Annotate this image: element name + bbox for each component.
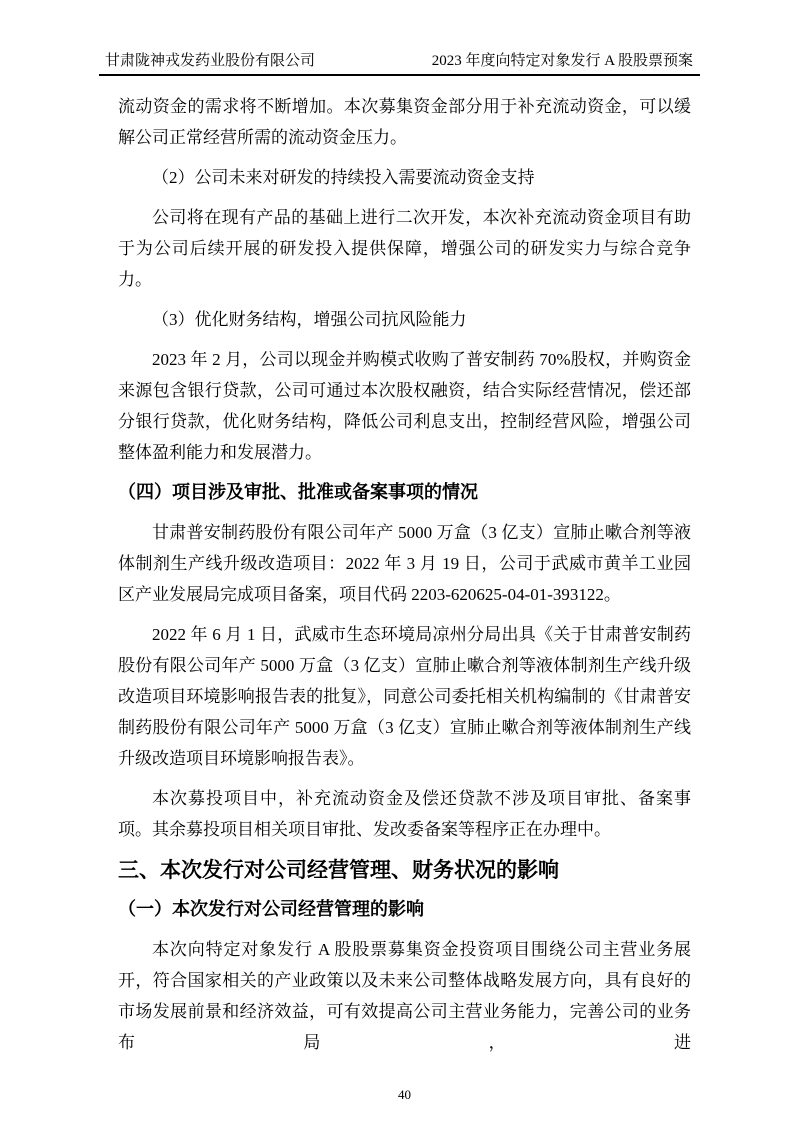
paragraph: 本次向特定对象发行 A 股股票募集资金投资项目围绕公司主营业务展开，符合国家相关的产业政策以及未来公司整体战略发展方向，具有良好的市场发展前景和经济效益，可有效提高公司主营业务能力，完善公司的业务布局，进: [118, 940, 691, 1052]
paragraph: 公司将在现有产品的基础上进行二次开发，本次补充流动资金项目有助于为公司后续开展的研发投入提供保障，增强公司的研发实力与综合竞争力。: [118, 208, 691, 289]
page-number: 40: [398, 1087, 411, 1102]
header-document-title: 2023 年度向特定对象发行 A 股股票预案: [431, 53, 693, 69]
section-heading-level-2: （一）本次发行对公司经营管理的影响: [118, 899, 424, 919]
paragraph: 2023 年 2 月，公司以现金并购模式收购了普安制药 70%股权，并购资金来源包含银行贷款，公司可通过本次股权融资，结合实际经营情况，偿还部分银行贷款，优化财务结构，降低公司利息支出，控制经营风险，增强公司整体盈利能力和发展潜力。: [118, 350, 691, 462]
section-heading-level-1: 三、本次发行对公司经营管理、财务状况的影响: [118, 859, 559, 882]
sub-item-heading: （2）公司未来对研发的持续投入需要流动资金支持: [152, 168, 535, 187]
paragraph: 本次募投项目中，补充流动资金及偿还贷款不涉及项目审批、备案事项。其余募投项目相关项目审批、发改委备案等程序正在办理中。: [118, 789, 691, 839]
section-heading-level-2: （四）项目涉及审批、批准或备案事项的情况: [118, 482, 478, 502]
paragraph: 2022 年 6 月 1 日，武威市生态环境局凉州分局出具《关于甘肃普安制药股份有限公司年产 5000 万盒（3 亿支）宣肺止嗽合剂等液体制剂生产线升级改造项目环境影响报告表的批复》，同意公司委托相关机构编制的《甘肃普安制药股份有限公司年产 5000 万盒（3 亿支）宣肺止嗽合剂等液体制剂生产线升级改造项目环境影响报告表》。: [118, 625, 691, 768]
paragraph: 流动资金的需求将不断增加。本次募集资金部分用于补充流动资金，可以缓解公司正常经营所需的流动资金压力。: [118, 97, 691, 147]
sub-item-heading: （3）优化财务结构，增强公司抗风险能力: [152, 310, 467, 329]
header-company-name: 甘肃陇神戎发药业股份有限公司: [105, 53, 316, 69]
document-body: [118, 76, 691, 1105]
paragraph: 甘肃普安制药股份有限公司年产 5000 万盒（3 亿支）宣肺止嗽合剂等液体制剂生产线升级改造项目：2022 年 3 月 19 日，公司于武威市黄羊工业园区产业发展局完成项目备案，项目代码 2203-620625-04-01-393122。: [118, 523, 691, 604]
page-header: [99, 0, 700, 76]
